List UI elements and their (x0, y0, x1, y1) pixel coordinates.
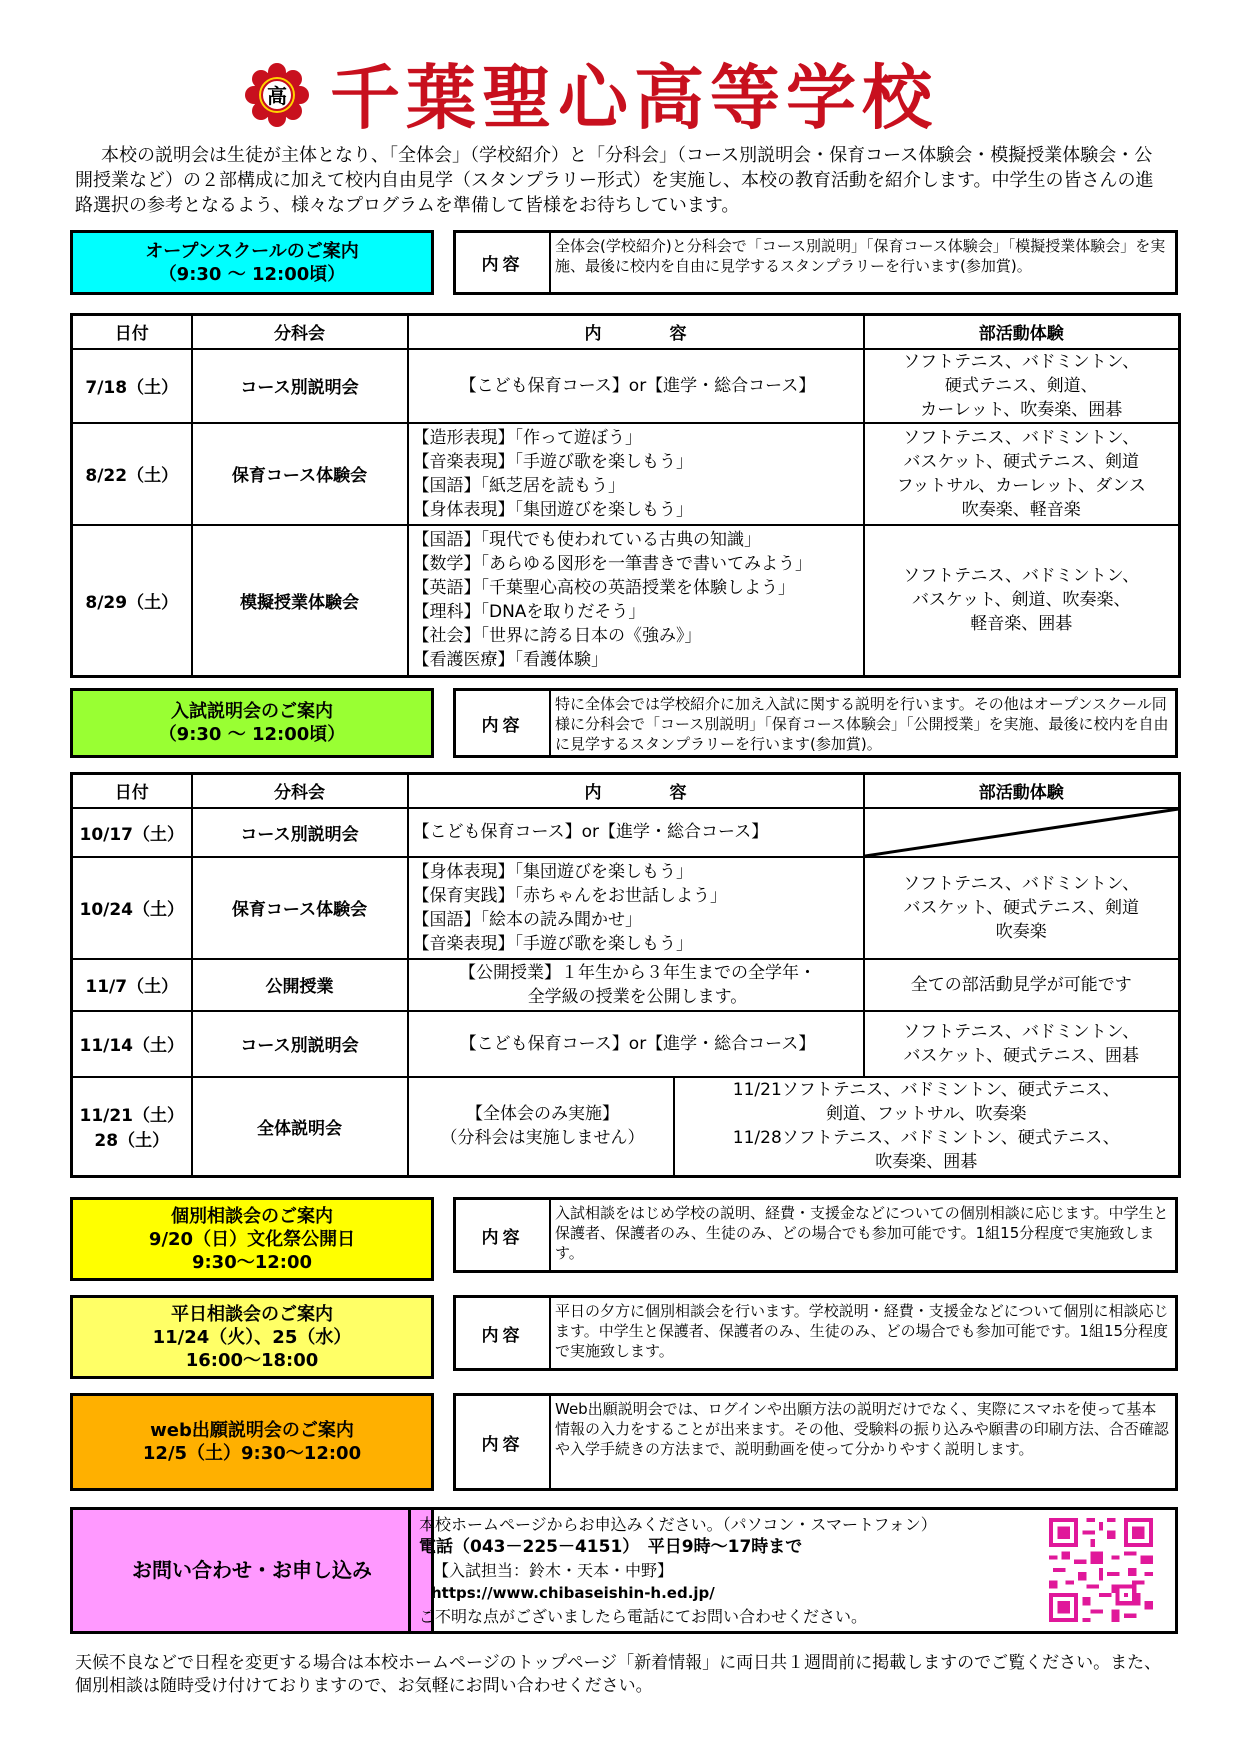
footer-note: 天候不良などで日程を変更する場合は本校ホームページのトップページ「新着情報」に両日共１週間前に掲載しますのでご覧ください。また、個別相談は随時受け付けておりますので、お気軽にお問い合わせください。 (75, 1653, 1162, 1696)
club-line: 11/21ソフトテニス、バドミントン、硬式テニス、 (732, 1080, 1120, 1101)
individual-desc: 入試相談をはじめ学校の説明、経費・支援金などについての個別相談に応じます。中学生と保護者、保護者のみ、生徒のみ、どの場合でも参加可能です。1組15分程度で実施致します。 (555, 1204, 1169, 1262)
row-date: 7/18（土） (72, 349, 192, 423)
row-club (864, 423, 1180, 525)
content-line: 【身体表現】「集団遊びを楽しもう」 (412, 861, 693, 882)
club-line: 11/28ソフトテニス、バドミントン、硬式テニス、 (732, 1128, 1120, 1149)
content-line: 【国語】「紙芝居を読もう」 (412, 475, 625, 496)
table-row (72, 808, 1180, 857)
club-line: 軽音楽、囲碁 (970, 614, 1073, 635)
row-date: 10/17（土） (72, 808, 192, 857)
club-line: ソフトテニス、バドミントン、 (903, 566, 1140, 587)
row-sub: コース別説明会 (192, 1011, 408, 1077)
content-line: 全学級の授業を公開します。 (527, 986, 748, 1007)
table-row (72, 959, 1180, 1011)
row-club-empty (864, 808, 1180, 857)
table-header-row (72, 315, 1180, 349)
content-line: 【理科】「DNAを取りだそう」 (412, 602, 646, 623)
club-line: ソフトテニス、バドミントン、 (903, 351, 1140, 372)
row-content (408, 959, 864, 1011)
club-line: バスケット、硬式テニス、剣道 (903, 897, 1139, 918)
weekday-desc: 平日の夕方に個別相談会を行います。学校説明・経費・支援金などについて個別に相談応じます。中学生と保護者、保護者のみ、生徒のみ、どの場合でも参加可能です。1組15分程度で実施致します。 (555, 1302, 1169, 1360)
exam-briefing-desc: 特に全体会では学校紹介に加え入試に関する説明を行います。その他はオープンスクール同様に分科会で「コース別説明」「保育コース体験会」「公開授業」を実施、最後に校内を自由に見学するスタンプラリーを行います(参加賞)。 (555, 695, 1169, 753)
contact-tel[interactable]: 電話（043－225－4151） 平日9時～17時まで (419, 1537, 803, 1557)
row-sub: 模擬授業体験会 (192, 525, 408, 677)
date-line: 28（土） (94, 1131, 170, 1152)
open-school-label (70, 230, 434, 295)
header-club: 部活動体験 (864, 774, 1180, 808)
table-row (72, 349, 1180, 423)
club-line: カーレット、吹奏楽、囲碁 (920, 399, 1123, 420)
club-line: ソフトテニス、バドミントン、 (903, 427, 1140, 448)
table-row (72, 1011, 1180, 1077)
contact-label (70, 1507, 434, 1634)
school-name: 千葉聖心高等学校 (330, 56, 938, 139)
school-seal-icon (245, 63, 309, 127)
content-line: 【全体会のみ実施】 (466, 1104, 619, 1125)
open-school-table (70, 313, 1181, 678)
row-content (408, 423, 864, 525)
row-sub: 公開授業 (192, 959, 408, 1011)
content-line: 【造形表現】「作って遊ぼう」 (412, 427, 642, 448)
row-date: 11/14（土） (72, 1011, 192, 1077)
exam-briefing-time: （9:30 ～ 12:00頃） (158, 724, 346, 745)
club-line: ソフトテニス、バドミントン、 (903, 873, 1140, 894)
header-club: 部活動体験 (864, 315, 1180, 349)
individual-desc-box (453, 1197, 1178, 1273)
club-line: ソフトテニス、バドミントン、 (903, 1021, 1140, 1042)
content-line: 【音楽表現】「手遊び歌を楽しもう」 (412, 933, 693, 954)
club-line: 剣道、フットサル、吹奏楽 (825, 1104, 1027, 1125)
desc-key: 内容 (456, 691, 551, 755)
content-line: 【国語】「絵本の読み聞かせ」 (412, 909, 642, 930)
qr-code-icon[interactable] (1049, 1518, 1153, 1622)
contact-title: お問い合わせ・お申し込み (132, 1558, 372, 1582)
desc-key: 内容 (456, 1396, 551, 1488)
exam-briefing-label (70, 688, 434, 758)
content-line: 【英語】「千葉聖心高校の英語授業を体験しよう」 (412, 578, 795, 599)
desc-key: 内容 (456, 1298, 551, 1368)
web-desc-box (453, 1393, 1178, 1491)
contact-line1: 本校ホームページからお申込みください。（パソコン・スマートフォン） (419, 1515, 937, 1534)
table-row (72, 857, 1180, 959)
club-line: 吹奏楽、囲碁 (875, 1152, 978, 1173)
club-line: 吹奏楽 (995, 921, 1047, 942)
header-date: 日付 (72, 315, 192, 349)
content-line: 【音楽表現】「手遊び歌を楽しもう」 (412, 451, 693, 472)
svg-text:高: 高 (267, 84, 287, 108)
weekday-date: 11/24（火）、25（水） (152, 1326, 352, 1348)
row-sub: 保育コース体験会 (192, 423, 408, 525)
row-date: 10/24（土） (72, 857, 192, 959)
row-content (408, 808, 864, 857)
header-sub: 分科会 (192, 774, 408, 808)
row-sub: 全体説明会 (192, 1077, 408, 1177)
diagonal-slash (865, 809, 1179, 856)
open-school-time: （9:30 ～ 12:00頃） (158, 263, 346, 285)
row-content (408, 1077, 674, 1177)
web-title: web出願説明会のご案内 (150, 1420, 354, 1441)
row-sub: 保育コース体験会 (192, 857, 408, 959)
content-line: （分科会は実施しません） (440, 1128, 645, 1149)
intro-text: 本校の説明会は生徒が主体となり、「全体会」（学校紹介）と「分科会」（コース別説明会・保育コース体験会・模擬授業体験会・公開授業など）の２部構成に加えて校内自由見学（スタンプラリー形式）を実施し、本校の教育活動を紹介します。中学生の皆さんの進路選択の参考となるよう、様々なプログラムを準備して皆様をお待ちしています。 (75, 145, 1154, 216)
content-line: 【こども保育コース】or【進学・総合コース】 (459, 1033, 816, 1054)
individual-time: 9:30～12:00 (191, 1251, 313, 1273)
header-sub: 分科会 (192, 315, 408, 349)
row-club (674, 1077, 1180, 1177)
desc-key: 内容 (456, 1200, 551, 1270)
open-school-title: オープンスクールのご案内 (145, 240, 359, 262)
exam-briefing-title: 入試説明会のご案内 (171, 701, 333, 722)
web-desc: Web出願説明会では、ログインや出願方法の説明だけでなく、実際にスマホを使って基本情報の入力をすることが出来ます。その他、受験料の振り込みや願書の印刷方法、合否確認や入学手続きの方法まで、説明動画を使って分かりやすく説明します。 (555, 1400, 1169, 1458)
individual-date: 9/20（日）文化祭公開日 (148, 1228, 356, 1250)
content-line: 【国語】「現代でも使われている古典の知識」 (412, 530, 761, 551)
club-line: フットサル、カーレット、ダンス (896, 475, 1146, 496)
exam-briefing-desc-box (453, 688, 1178, 758)
weekday-time: 16:00～18:00 (185, 1349, 319, 1371)
header-content: 内 容 (408, 315, 864, 349)
row-sub: コース別説明会 (192, 808, 408, 857)
club-line: バスケット、剣道、吹奏楽、 (911, 590, 1131, 611)
open-school-desc: 全体会(学校紹介)と分科会で「コース別説明」「保育コース体験会」「模擬授業体験会」を実施、最後に校内を自由に見学するスタンプラリーを行います(参加賞)。 (555, 237, 1166, 275)
contact-note: ご不明な点がございましたら電話にてお問い合わせください。 (419, 1607, 868, 1626)
row-club (864, 349, 1180, 423)
row-date: 8/29（土） (72, 525, 192, 677)
row-content (408, 525, 864, 677)
individual-title: 個別相談会のご案内 (171, 1205, 333, 1227)
row-content (408, 857, 864, 959)
club-line: 硬式テニス、剣道、 (944, 375, 1098, 396)
date-line: 11/21（土） (79, 1106, 185, 1127)
table-row (72, 1077, 1180, 1177)
row-date: 11/7（土） (72, 959, 192, 1011)
web-label (70, 1393, 434, 1491)
club-line: バスケット、硬式テニス、囲碁 (903, 1045, 1139, 1066)
content-line: 【保育実践】「赤ちゃんをお世話しよう」 (412, 885, 727, 906)
content-line: 【身体表現】「集団遊びを楽しもう」 (412, 499, 693, 520)
header (0, 55, 1240, 145)
contact-url-link[interactable]: https://www.chibaseishin-h.ed.jp/ (431, 1584, 715, 1602)
open-school-desc-box (453, 230, 1178, 295)
individual-label (70, 1197, 434, 1281)
row-club (864, 857, 1180, 959)
content-line: 【公開授業】１年生から３年生までの全学年・ (459, 962, 816, 983)
content-line: 【こども保育コース】or【進学・総合コース】 (412, 822, 769, 842)
header-content: 内 容 (408, 774, 864, 808)
row-date (72, 1077, 192, 1177)
club-line: 全ての部活動見学が可能です (910, 974, 1132, 995)
row-content (408, 349, 864, 423)
club-line: 吹奏楽、軽音楽 (961, 499, 1081, 520)
weekday-desc-box (453, 1295, 1178, 1371)
content-line: 【こども保育コース】or【進学・総合コース】 (459, 375, 816, 396)
row-club (864, 525, 1180, 677)
row-club (864, 959, 1180, 1011)
exam-briefing-table (70, 772, 1181, 1178)
row-club (864, 1011, 1180, 1077)
table-header-row (72, 774, 1180, 808)
weekday-label (70, 1295, 434, 1379)
club-line: バスケット、硬式テニス、剣道 (903, 451, 1139, 472)
table-row (72, 423, 1180, 525)
header-date: 日付 (72, 774, 192, 808)
row-sub: コース別説明会 (192, 349, 408, 423)
content-line: 【数学】「あらゆる図形を一筆書きで書いてみよう」 (412, 554, 812, 575)
weekday-title: 平日相談会のご案内 (171, 1303, 333, 1325)
contact-staff: 【入試担当：鈴木・天本・中野】 (433, 1561, 674, 1580)
contact-box (408, 1507, 1178, 1634)
web-date: 12/5（土）9:30～12:00 (142, 1443, 362, 1464)
content-line: 【看護医療】「看護体験」 (412, 650, 608, 671)
content-line: 【社会】「世界に誇る日本の《強み》」 (412, 626, 702, 647)
desc-key: 内容 (456, 233, 551, 292)
row-content (408, 1011, 864, 1077)
row-date: 8/22（土） (72, 423, 192, 525)
table-row (72, 525, 1180, 677)
